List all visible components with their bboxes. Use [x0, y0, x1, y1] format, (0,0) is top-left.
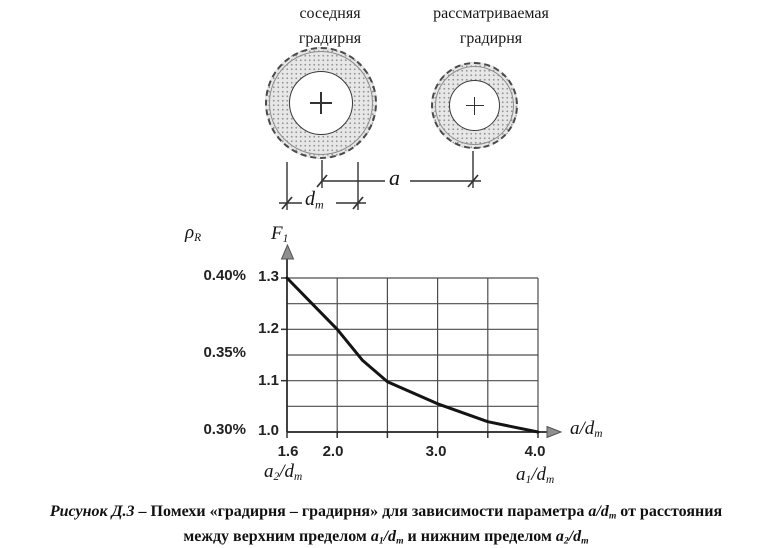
- x-tick-1_6: 1.6: [277, 443, 299, 460]
- y-tick-1_3: 1.3: [258, 268, 279, 285]
- dim-a-tick-left: [317, 175, 327, 187]
- neighbor-tower-label: [270, 1, 390, 51]
- considered-tower-label-line2: градирня: [459, 30, 523, 47]
- secondary-tick-035: 0.35%: [203, 344, 246, 361]
- secondary-axis-label-rho: $\rho_R$: [185, 222, 202, 245]
- caption-figure-number: Рисунок Д.3: [49, 503, 135, 520]
- secondary-tick-030: 0.30%: [203, 421, 246, 438]
- y-axis-label-f1: $F_1$: [271, 223, 289, 246]
- neighbor-tower-label-line2: градирня: [298, 30, 362, 47]
- x-axis-label: $a/d_m$: [570, 418, 603, 441]
- dim-dm-label: $d_m$: [305, 188, 324, 212]
- x-axis-arrowhead-icon: [547, 427, 561, 438]
- secondary-tick-040: 0.40%: [203, 267, 246, 284]
- considered-tower-label-line1: рассматриваемая: [433, 5, 549, 22]
- chart-layer: [281, 245, 561, 438]
- x-tick-3_0: 3.0: [425, 443, 447, 460]
- x-tick-2_0: 2.0: [322, 443, 344, 460]
- x-end-label-lower: $a_2/d_m$: [264, 461, 303, 484]
- y-axis-arrowhead-icon: [282, 245, 294, 259]
- neighbor-tower-label-line1: соседняя: [299, 5, 361, 22]
- x-tick-4_0: 4.0: [524, 443, 546, 460]
- caption-line1: Рисунок Д.3 – Помехи «градирня – градирня» для зависимости параметра $a/d_m$ от расстояния: [49, 503, 723, 522]
- considered-tower-circle: [431, 62, 518, 149]
- figure-caption: [0, 502, 772, 548]
- considered-tower-center-mark: [466, 97, 484, 115]
- dim-a-label: a: [389, 165, 400, 190]
- caption-line2: между верхним пределом $a_1/d_m$ и нижним пределом $a_2/d_m$: [183, 527, 589, 547]
- dim-dm-tick-left: [282, 197, 292, 209]
- dim-a-tick-right: [468, 175, 478, 187]
- y-tick-1_2: 1.2: [258, 320, 279, 337]
- neighbor-tower-circle: [265, 47, 377, 159]
- f1-curve: [287, 278, 538, 432]
- dim-dm-tick-right: [353, 197, 363, 209]
- considered-tower-label: [407, 1, 575, 51]
- neighbor-tower-center-mark: [310, 92, 332, 114]
- y-tick-1_0: 1.0: [258, 422, 279, 439]
- y-tick-1_1: 1.1: [258, 372, 279, 389]
- x-end-label-upper: $a_1/d_m$: [516, 464, 555, 487]
